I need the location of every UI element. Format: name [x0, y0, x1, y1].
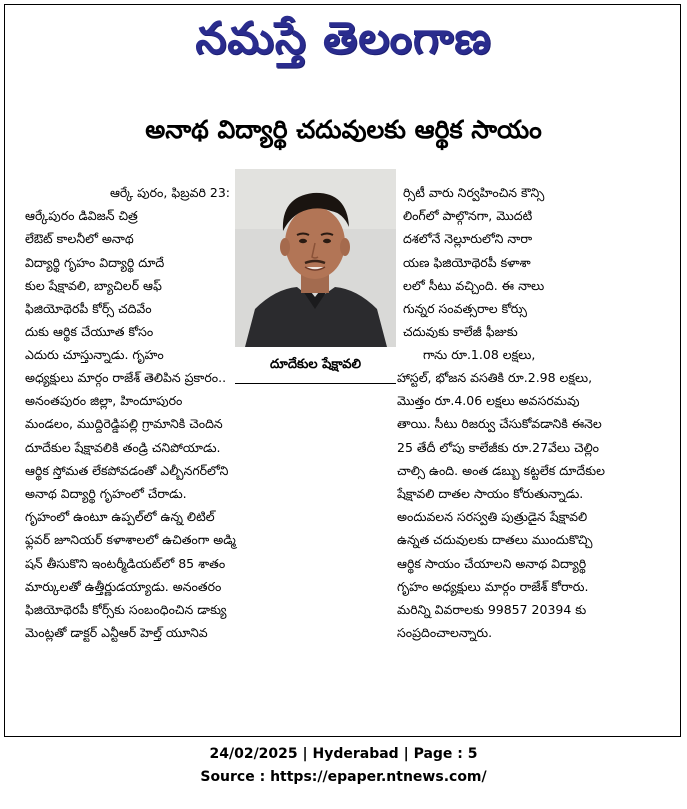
article-line: ఎదురు చూస్తున్నాడు. గృహం: [25, 347, 164, 363]
article-line: ర్సిటీ వారు నిర్వహించిన కౌన్సి: [403, 185, 545, 200]
left-column: [25, 181, 230, 367]
newspaper-clipping: [4, 4, 681, 737]
article-line: దూదేకుల షేక్షావలికి తండ్రి చనిపోయాడు.: [25, 439, 221, 455]
article-line: యణ ఫిజియోథెరపీ కళాశా: [403, 254, 531, 270]
article-line: గృహం అధ్యక్షులు మార్గం రాజేశ్ కోరారు.: [397, 578, 589, 594]
portrait-illustration: [235, 169, 396, 347]
right-column-lower: [397, 366, 662, 644]
article-line: చదువుకు కాలేజీ ఫీజుకు: [403, 324, 518, 340]
article-line: గృహంలో ఉంటూ ఉప్పల్‌లో ఉన్న లిటిల్: [25, 509, 215, 525]
article-line: కుల షేక్షావలి, బ్యాచిలర్ ఆఫ్: [25, 277, 162, 293]
left-wide-column: [25, 366, 395, 644]
article-line: మెంట్లతో డాక్టర్ ఎన్టీఆర్ హెల్త్ యూనివ: [25, 625, 208, 641]
article-line: షేక్షావలి దాతల సాయం కోరుతున్నాడు.: [397, 485, 584, 501]
article-line: సంప్రదించాలన్నారు.: [397, 625, 493, 641]
article-line: ఫిజియోథెరపీ కోర్స్‌కు సంబంధించిన డాక్యు: [25, 601, 227, 617]
article-line: అనాథ విద్యార్థి గృహంలో చేరాడు.: [25, 485, 187, 501]
article-line: లలో సీటు వచ్చింది. ఈ నాలు: [403, 277, 545, 293]
article-line: హాస్టల్, భోజన వసతికి రూ.2.98 లక్షలు,: [397, 370, 593, 385]
article-line: ఆర్కే పురం, ఫిబ్రవరి 23:: [109, 185, 230, 200]
article-line: విద్యార్థి గృహం విద్యార్థి దూదే: [25, 254, 165, 270]
article-line: చాల్సి ఉంది. అంత డబ్బు కట్టలేక దూదేకుల: [397, 462, 605, 478]
article-line: ఫిజియోథెరపీ కోర్స్ చదివేం: [25, 300, 152, 316]
article-line: మరిన్ని వివరాలకు 99857 20394 కు: [397, 601, 587, 617]
article-line: ఆర్థిక సాయం చేయాలని అనాథ విద్యార్థి: [397, 555, 587, 571]
article-line: గున్నర సంవత్సరాల కోర్సు: [403, 300, 527, 316]
headline: అనాథ విద్యార్థి చదువులకు ఆర్థిక సాయం: [145, 115, 542, 144]
article-line: అనంతపురం జిల్లా, హిందూపురం: [25, 393, 183, 409]
student-photo: [235, 169, 396, 347]
right-column: [403, 181, 655, 367]
article-line: మార్కులతో ఉత్తీర్ణుడయ్యాడు. అనంతరం: [25, 578, 222, 594]
article-line: గాను రూ.1.08 లక్షలు,: [423, 347, 536, 363]
masthead: నమస్తే తెలంగాణ: [195, 13, 492, 64]
photo-caption: దూదేకుల షేక్షావలి: [270, 357, 361, 372]
article-line: లేఔట్ కాలనీలో అనాథ: [25, 231, 134, 247]
article-line: అందువలన సరస్వతి పుత్రుడైన షేక్షావలి: [397, 509, 588, 525]
article-line: ఆర్కేపురం డివిజన్ చిత్ర: [25, 208, 138, 224]
article-line: లింగ్‌లో పాల్గొనగా, మొదటి: [403, 208, 533, 224]
article-line: అధ్యక్షులు మార్గం రాజేశ్ తెలిపిన ప్రకారం..: [25, 370, 227, 385]
article-line: దశలోనే నెల్లూరులోని నారా: [403, 231, 533, 247]
article-line: తాయి. సీటు రిజర్వు చేసుకోవడానికి ఈనెల: [397, 416, 602, 432]
article-line: ఆర్థిక స్తోమత లేకపోవడంతో ఎల్బీనగర్‌లోని: [25, 462, 229, 478]
article-line: 25 తేదీ లోపు కాలేజీకు రూ.27వేలు చెల్లిం: [397, 439, 599, 455]
article-line: ఫ్లవర్ జూనియర్ కళాశాలలో ఉచితంగా అడ్మి: [25, 532, 236, 548]
article-line: మండలం, ముద్దిరెడ్డిపల్లి గ్రామానికి చెందిన: [25, 416, 223, 432]
article-line: ఉన్నత చదువులకు దాతలు ముందుకొచ్చి: [397, 532, 593, 548]
article-line: షన్ తీసుకొని ఇంటర్మీడియట్‌లో 85 శాతం: [25, 555, 226, 571]
footer-source-link[interactable]: Source : https://epaper.ntnews.com/: [200, 769, 487, 785]
article-line: దుకు ఆర్థిక చేయూత కోసం: [25, 324, 154, 340]
article-line: మొత్తం రూ.4.06 లక్షలు అవసరమవు: [397, 393, 580, 409]
footer-date-line: 24/02/2025 | Hyderabad | Page : 5: [209, 746, 478, 762]
